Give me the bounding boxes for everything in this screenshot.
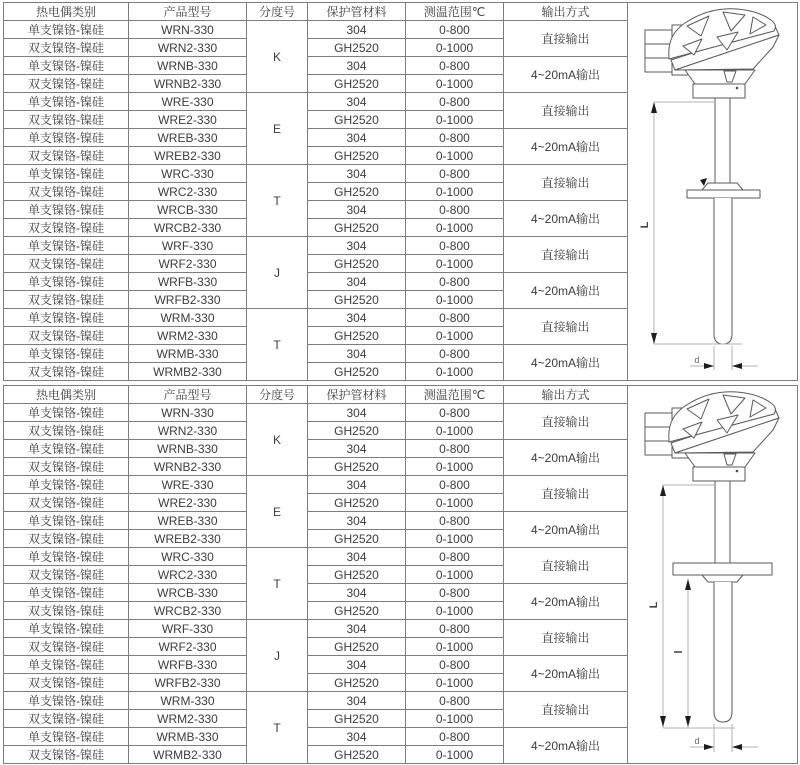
column-header: 热电偶类别	[4, 386, 129, 404]
category-cell: 双支镍铬-镍硅	[4, 458, 129, 476]
model-cell: WRC2-330	[129, 566, 247, 584]
output-cell: 直接输出	[504, 237, 628, 273]
range-cell: 0-800	[406, 476, 504, 494]
model-cell: WRE2-330	[129, 111, 247, 129]
material-cell: 304	[308, 692, 406, 710]
output-cell: 4~20mA输出	[504, 440, 628, 476]
material-cell: GH2520	[308, 327, 406, 345]
range-cell: 0-800	[406, 728, 504, 746]
output-cell: 直接输出	[504, 620, 628, 656]
material-cell: 304	[308, 93, 406, 111]
range-cell: 0-800	[406, 692, 504, 710]
range-cell: 0-1000	[406, 255, 504, 273]
header-row	[4, 386, 798, 404]
material-cell: GH2520	[308, 638, 406, 656]
material-cell: GH2520	[308, 291, 406, 309]
model-cell: WRNB2-330	[129, 458, 247, 476]
material-cell: GH2520	[308, 674, 406, 692]
output-cell: 直接输出	[504, 548, 628, 584]
dim-label-insertion: l	[673, 650, 685, 654]
column-header: 保护管材料	[308, 3, 406, 21]
range-cell: 0-800	[406, 93, 504, 111]
material-cell: 304	[308, 656, 406, 674]
material-cell: 304	[308, 584, 406, 602]
material-cell: 304	[308, 728, 406, 746]
model-cell: WRNB-330	[129, 440, 247, 458]
model-cell: WRN-330	[129, 21, 247, 39]
range-cell: 0-1000	[406, 710, 504, 728]
spec-block-bottom	[3, 385, 797, 764]
category-cell: 双支镍铬-镍硅	[4, 422, 129, 440]
model-cell: WRMB2-330	[129, 363, 247, 381]
material-cell: 304	[308, 129, 406, 147]
model-cell: WRFB2-330	[129, 674, 247, 692]
range-cell: 0-800	[406, 620, 504, 638]
model-cell: WRE2-330	[129, 494, 247, 512]
category-cell: 双支镍铬-镍硅	[4, 291, 129, 309]
category-cell: 单支镍铬-镍硅	[4, 129, 129, 147]
range-cell: 0-800	[406, 165, 504, 183]
column-header: 输出方式	[504, 3, 628, 21]
model-cell: WRFB-330	[129, 273, 247, 291]
graduation-cell: E	[247, 93, 308, 165]
range-cell: 0-1000	[406, 327, 504, 345]
category-cell: 双支镍铬-镍硅	[4, 219, 129, 237]
range-cell: 0-800	[406, 129, 504, 147]
model-cell: WRF-330	[129, 237, 247, 255]
dim-label-length: L	[648, 601, 660, 609]
category-cell: 单支镍铬-镍硅	[4, 656, 129, 674]
graduation-cell: T	[247, 165, 308, 237]
graduation-cell: K	[247, 21, 308, 93]
range-cell: 0-1000	[406, 39, 504, 57]
column-header: 测温范围℃	[406, 386, 504, 404]
output-cell: 4~20mA输出	[504, 656, 628, 692]
category-cell: 双支镍铬-镍硅	[4, 530, 129, 548]
model-cell: WRN2-330	[129, 39, 247, 57]
graduation-cell: T	[247, 692, 308, 764]
category-cell: 单支镍铬-镍硅	[4, 273, 129, 291]
range-cell: 0-1000	[406, 183, 504, 201]
column-header: 热电偶类别	[4, 3, 129, 21]
category-cell: 双支镍铬-镍硅	[4, 602, 129, 620]
material-cell: GH2520	[308, 566, 406, 584]
drawing-cell	[628, 386, 798, 764]
material-cell: GH2520	[308, 39, 406, 57]
output-cell: 4~20mA输出	[504, 273, 628, 309]
material-cell: 304	[308, 512, 406, 530]
model-cell: WRMB2-330	[129, 746, 247, 764]
category-cell: 单支镍铬-镍硅	[4, 548, 129, 566]
category-cell: 单支镍铬-镍硅	[4, 728, 129, 746]
dim-label-diameter: d	[694, 355, 700, 365]
range-cell: 0-1000	[406, 602, 504, 620]
category-cell: 单支镍铬-镍硅	[4, 237, 129, 255]
dim-label-diameter: d	[694, 736, 700, 746]
material-cell: GH2520	[308, 422, 406, 440]
category-cell: 单支镍铬-镍硅	[4, 201, 129, 219]
product-spec-table-top	[3, 2, 798, 381]
output-cell: 直接输出	[504, 309, 628, 345]
model-cell: WRE-330	[129, 476, 247, 494]
range-cell: 0-1000	[406, 291, 504, 309]
column-header: 产品型号	[129, 3, 247, 21]
range-cell: 0-800	[406, 57, 504, 75]
output-cell: 4~20mA输出	[504, 728, 628, 764]
column-header: 分度号	[247, 3, 308, 21]
category-cell: 双支镍铬-镍硅	[4, 363, 129, 381]
range-cell: 0-800	[406, 548, 504, 566]
graduation-cell: T	[247, 548, 308, 620]
range-cell: 0-800	[406, 440, 504, 458]
model-cell: WRFB-330	[129, 656, 247, 674]
category-cell: 单支镍铬-镍硅	[4, 57, 129, 75]
output-cell: 4~20mA输出	[504, 129, 628, 165]
range-cell: 0-1000	[406, 75, 504, 93]
model-cell: WRC-330	[129, 548, 247, 566]
category-cell: 单支镍铬-镍硅	[4, 476, 129, 494]
category-cell: 双支镍铬-镍硅	[4, 494, 129, 512]
output-cell: 直接输出	[504, 476, 628, 512]
column-header: 分度号	[247, 386, 308, 404]
model-cell: WREB2-330	[129, 147, 247, 165]
column-header: 产品型号	[129, 386, 247, 404]
range-cell: 0-800	[406, 273, 504, 291]
header-row	[4, 3, 798, 21]
range-cell: 0-1000	[406, 566, 504, 584]
category-cell: 双支镍铬-镍硅	[4, 111, 129, 129]
column-header: 输出方式	[504, 386, 628, 404]
category-cell: 单支镍铬-镍硅	[4, 512, 129, 530]
graduation-cell: E	[247, 476, 308, 548]
category-cell: 单支镍铬-镍硅	[4, 21, 129, 39]
model-cell: WRF-330	[129, 620, 247, 638]
model-cell: WRF2-330	[129, 638, 247, 656]
model-cell: WRC2-330	[129, 183, 247, 201]
category-cell: 单支镍铬-镍硅	[4, 404, 129, 422]
model-cell: WRC-330	[129, 165, 247, 183]
material-cell: GH2520	[308, 75, 406, 93]
range-cell: 0-800	[406, 656, 504, 674]
output-cell: 直接输出	[504, 165, 628, 201]
range-cell: 0-800	[406, 345, 504, 363]
material-cell: 304	[308, 273, 406, 291]
category-cell: 单支镍铬-镍硅	[4, 584, 129, 602]
category-cell: 单支镍铬-镍硅	[4, 440, 129, 458]
graduation-cell: K	[247, 404, 308, 476]
material-cell: GH2520	[308, 219, 406, 237]
range-cell: 0-800	[406, 237, 504, 255]
spec-block-top	[3, 2, 797, 381]
dim-label-length: L	[639, 221, 651, 229]
model-cell: WRE-330	[129, 93, 247, 111]
range-cell: 0-1000	[406, 746, 504, 764]
output-cell: 直接输出	[504, 404, 628, 440]
material-cell: GH2520	[308, 363, 406, 381]
range-cell: 0-1000	[406, 638, 504, 656]
material-cell: 304	[308, 57, 406, 75]
material-cell: 304	[308, 404, 406, 422]
model-cell: WREB-330	[129, 129, 247, 147]
category-cell: 双支镍铬-镍硅	[4, 39, 129, 57]
model-cell: WRFB2-330	[129, 291, 247, 309]
category-cell: 双支镍铬-镍硅	[4, 566, 129, 584]
range-cell: 0-1000	[406, 147, 504, 165]
material-cell: GH2520	[308, 530, 406, 548]
range-cell: 0-1000	[406, 363, 504, 381]
material-cell: 304	[308, 476, 406, 494]
output-cell: 直接输出	[504, 692, 628, 728]
model-cell: WRM-330	[129, 309, 247, 327]
output-cell: 4~20mA输出	[504, 512, 628, 548]
drawing-cell	[628, 3, 798, 381]
model-cell: WRNB-330	[129, 57, 247, 75]
category-cell: 双支镍铬-镍硅	[4, 183, 129, 201]
model-cell: WREB2-330	[129, 530, 247, 548]
category-cell: 双支镍铬-镍硅	[4, 746, 129, 764]
category-cell: 双支镍铬-镍硅	[4, 75, 129, 93]
output-cell: 4~20mA输出	[504, 584, 628, 620]
model-cell: WRM2-330	[129, 710, 247, 728]
range-cell: 0-800	[406, 309, 504, 327]
material-cell: 304	[308, 201, 406, 219]
category-cell: 双支镍铬-镍硅	[4, 710, 129, 728]
model-cell: WRF2-330	[129, 255, 247, 273]
material-cell: 304	[308, 237, 406, 255]
range-cell: 0-800	[406, 21, 504, 39]
model-cell: WRNB2-330	[129, 75, 247, 93]
range-cell: 0-1000	[406, 494, 504, 512]
material-cell: 304	[308, 309, 406, 327]
range-cell: 0-1000	[406, 219, 504, 237]
model-cell: WRN-330	[129, 404, 247, 422]
material-cell: 304	[308, 21, 406, 39]
model-cell: WREB-330	[129, 512, 247, 530]
material-cell: GH2520	[308, 183, 406, 201]
model-cell: WRMB-330	[129, 345, 247, 363]
product-spec-table-bottom	[3, 385, 798, 764]
material-cell: GH2520	[308, 746, 406, 764]
category-cell: 单支镍铬-镍硅	[4, 309, 129, 327]
range-cell: 0-800	[406, 404, 504, 422]
category-cell: 单支镍铬-镍硅	[4, 620, 129, 638]
material-cell: 304	[308, 345, 406, 363]
category-cell: 单支镍铬-镍硅	[4, 93, 129, 111]
material-cell: GH2520	[308, 255, 406, 273]
graduation-cell: J	[247, 237, 308, 309]
range-cell: 0-800	[406, 512, 504, 530]
column-header: 保护管材料	[308, 386, 406, 404]
range-cell: 0-1000	[406, 674, 504, 692]
material-cell: GH2520	[308, 710, 406, 728]
category-cell: 单支镍铬-镍硅	[4, 692, 129, 710]
model-cell: WRM-330	[129, 692, 247, 710]
category-cell: 双支镍铬-镍硅	[4, 674, 129, 692]
output-cell: 直接输出	[504, 93, 628, 129]
material-cell: GH2520	[308, 458, 406, 476]
material-cell: GH2520	[308, 602, 406, 620]
category-cell: 双支镍铬-镍硅	[4, 638, 129, 656]
range-cell: 0-1000	[406, 530, 504, 548]
material-cell: GH2520	[308, 147, 406, 165]
model-cell: WRCB2-330	[129, 602, 247, 620]
category-cell: 双支镍铬-镍硅	[4, 255, 129, 273]
material-cell: 304	[308, 165, 406, 183]
graduation-cell: J	[247, 620, 308, 692]
material-cell: GH2520	[308, 494, 406, 512]
material-cell: GH2520	[308, 111, 406, 129]
output-cell: 4~20mA输出	[504, 345, 628, 381]
model-cell: WRCB2-330	[129, 219, 247, 237]
output-cell: 4~20mA输出	[504, 57, 628, 93]
range-cell: 0-1000	[406, 422, 504, 440]
category-cell: 双支镍铬-镍硅	[4, 147, 129, 165]
model-cell: WRCB-330	[129, 584, 247, 602]
model-cell: WRN2-330	[129, 422, 247, 440]
material-cell: 304	[308, 548, 406, 566]
range-cell: 0-1000	[406, 458, 504, 476]
material-cell: 304	[308, 440, 406, 458]
category-cell: 双支镍铬-镍硅	[4, 327, 129, 345]
graduation-cell: T	[247, 309, 308, 381]
output-cell: 直接输出	[504, 21, 628, 57]
range-cell: 0-800	[406, 584, 504, 602]
model-cell: WRM2-330	[129, 327, 247, 345]
range-cell: 0-1000	[406, 111, 504, 129]
material-cell: 304	[308, 620, 406, 638]
model-cell: WRCB-330	[129, 201, 247, 219]
category-cell: 单支镍铬-镍硅	[4, 165, 129, 183]
category-cell: 单支镍铬-镍硅	[4, 345, 129, 363]
column-header: 测温范围℃	[406, 3, 504, 21]
range-cell: 0-800	[406, 201, 504, 219]
model-cell: WRMB-330	[129, 728, 247, 746]
output-cell: 4~20mA输出	[504, 201, 628, 237]
